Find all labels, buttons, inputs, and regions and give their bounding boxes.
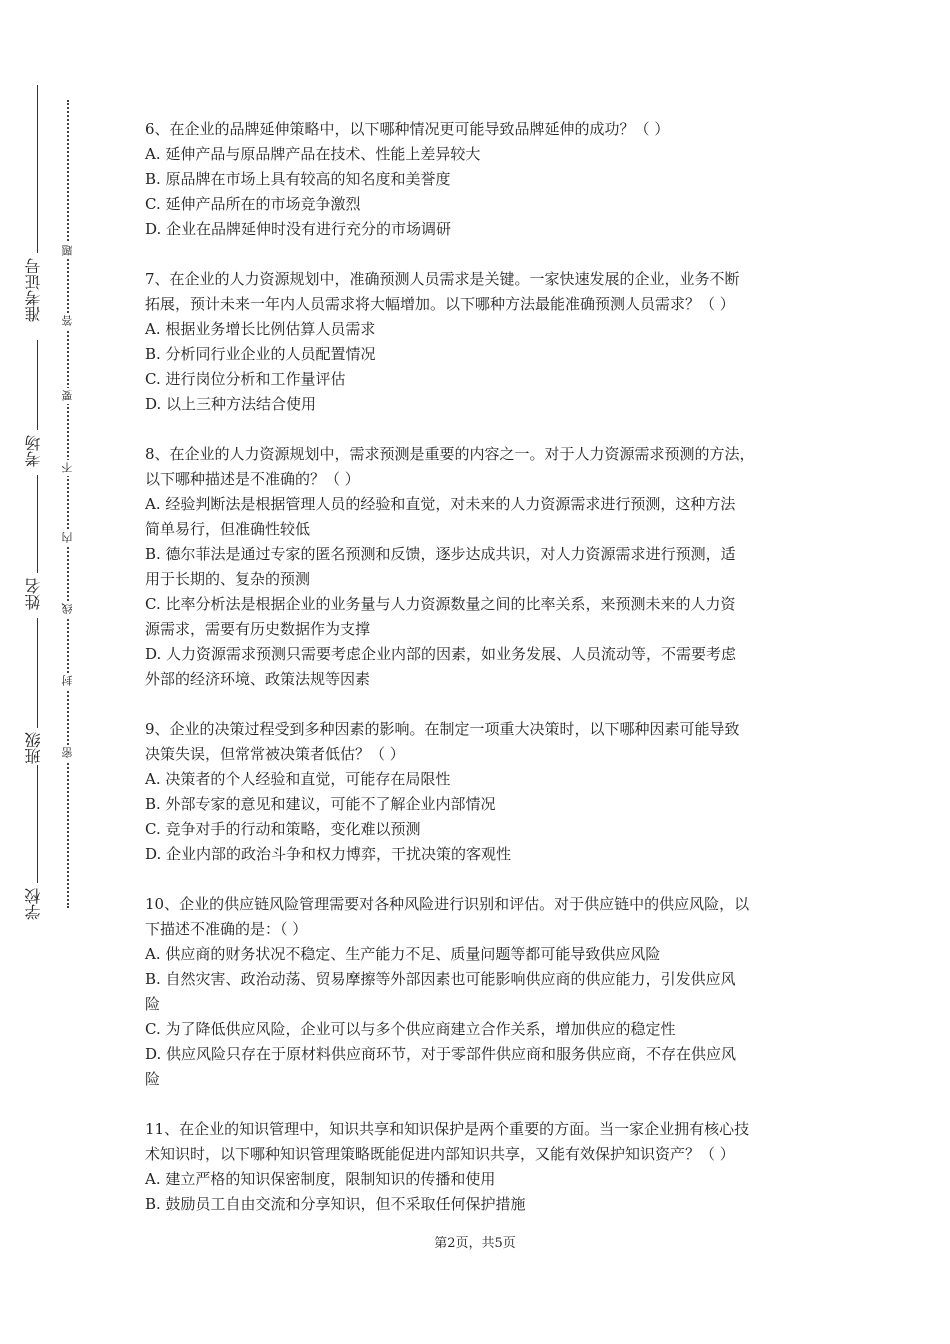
option-c: C. 比率分析法是根据企业的业务量与人力资源数量之间的比率关系，来预测未来的人力资 — [145, 595, 736, 613]
option-a: A. 建立严格的知识保密制度，限制知识的传播和使用 — [145, 1170, 496, 1188]
option-d: D. 人力资源需求预测只需要考虑企业内部的因素，如业务发展、人员流动等，不需要考虑 — [145, 645, 737, 663]
field-label-class: 班级 — [24, 732, 43, 764]
field-line-class — [37, 618, 38, 728]
field-line-name — [37, 475, 38, 573]
question-stem: 10、企业的供应链风险管理需要对各种风险进行识别和评估。对于供应链中的供应风险，以 — [145, 895, 750, 913]
question-stem-cont: 拓展，预计未来一年内人员需求将大幅增加。以下哪种方法最能准确预测人员需求？（ ） — [145, 295, 735, 313]
option-b: B. 外部专家的意见和建议，可能不了解企业内部情况 — [145, 795, 496, 813]
question-stem-cont: 以下哪种描述是不准确的？（ ） — [145, 470, 360, 488]
option-c: C. 竞争对手的行动和策略，变化难以预测 — [145, 820, 421, 838]
option-a: A. 经验判断法是根据管理人员的经验和直觉，对未来的人力资源需求进行预测，这种方法 — [145, 495, 736, 513]
seal-char: 答 — [60, 313, 76, 329]
seal-dotted-line — [67, 100, 69, 908]
option-d-cont: 外部的经济环境、政策法规等因素 — [145, 670, 371, 688]
field-line-exam-room — [37, 340, 38, 430]
option-b: B. 德尔菲法是通过专家的匿名预测和反馈，逐步达成共识，对人力资源需求进行预测，适 — [145, 545, 736, 563]
seal-char: 要 — [60, 388, 76, 404]
question-6 — [145, 117, 815, 242]
seal-char: 内 — [60, 530, 76, 546]
option-a: A. 根据业务增长比例估算人员需求 — [145, 320, 376, 338]
field-label-school: 学校 — [24, 888, 43, 920]
option-a: A. 延伸产品与原品牌产品在技术、性能上差异较大 — [145, 145, 481, 163]
option-b: B. 分析同行业企业的人员配置情况 — [145, 345, 376, 363]
field-line-ticket — [37, 85, 38, 253]
question-stem: 6、在企业的品牌延伸策略中，以下哪种情况更可能导致品牌延伸的成功？（ ） — [145, 120, 670, 138]
field-label-name: 姓名 — [24, 578, 43, 610]
seal-char: 密 — [60, 745, 76, 761]
question-stem-cont: 术知识时，以下哪种知识管理策略既能促进内部知识共享，又能有效保护知识资产？（ ） — [145, 1145, 735, 1163]
option-c: C. 为了降低供应风险，企业可以与多个供应商建立合作关系，增加供应的稳定性 — [145, 1020, 676, 1038]
question-8 — [145, 442, 815, 692]
field-label-ticket: 准考证号 — [24, 258, 43, 322]
option-b: B. 原品牌在市场上具有较高的知名度和美誉度 — [145, 170, 451, 188]
option-a-cont: 简单易行，但准确性较低 — [145, 520, 311, 538]
option-d: D. 企业内部的政治斗争和权力博弈，干扰决策的客观性 — [145, 845, 512, 863]
question-stem: 9、企业的决策过程受到多种因素的影响。在制定一项重大决策时，以下哪种因素可能导致 — [145, 720, 740, 738]
option-c-cont: 源需求，需要有历史数据作为支撑 — [145, 620, 371, 638]
seal-char: 封 — [60, 673, 76, 689]
question-10 — [145, 892, 815, 1092]
option-a: A. 决策者的个人经验和直觉，可能存在局限性 — [145, 770, 451, 788]
question-stem-cont: 下描述不准确的是：（ ） — [145, 920, 308, 938]
field-label-exam-room: 考场 — [24, 435, 43, 467]
option-d: D. 供应风险只存在于原材料供应商环节，对于零部件供应商和服务供应商，不存在供应风 — [145, 1045, 737, 1063]
question-stem: 11、在企业的知识管理中，知识共享和知识保护是两个重要的方面。当一家企业拥有核心技 — [145, 1120, 750, 1138]
field-line-school — [37, 765, 38, 883]
seal-char: 题 — [60, 243, 76, 259]
option-b: B. 鼓励员工自由交流和分享知识，但不采取任何保护措施 — [145, 1195, 526, 1213]
question-stem: 8、在企业的人力资源规划中，需求预测是重要的内容之一。对于人力资源需求预测的方法， — [145, 445, 755, 463]
question-stem-cont: 决策失误，但常常被决策者低估？（ ） — [145, 745, 405, 763]
option-d: D. 企业在品牌延伸时没有进行充分的市场调研 — [145, 220, 452, 238]
binding-margin — [0, 0, 95, 1344]
option-c: C. 进行岗位分析和工作量评估 — [145, 370, 346, 388]
option-d-cont: 险 — [145, 1070, 161, 1088]
option-b-cont: 用于长期的、复杂的预测 — [145, 570, 311, 588]
question-stem: 7、在企业的人力资源规划中，准确预测人员需求是关键。一家快速发展的企业，业务不断 — [145, 270, 740, 288]
question-11 — [145, 1117, 815, 1217]
question-9 — [145, 717, 815, 867]
question-7 — [145, 267, 815, 417]
option-c: C. 延伸产品所在的市场竞争激烈 — [145, 195, 361, 213]
seal-char: 线 — [60, 601, 76, 617]
page-number: 第2页，共5页 — [434, 1236, 516, 1251]
option-b: B. 自然灾害、政治动荡、贸易摩擦等外部因素也可能影响供应商的供应能力，引发供应风 — [145, 970, 736, 988]
option-d: D. 以上三种方法结合使用 — [145, 395, 317, 413]
option-b-cont: 险 — [145, 995, 161, 1013]
question-list — [145, 117, 815, 1242]
seal-char: 不 — [60, 460, 76, 476]
option-a: A. 供应商的财务状况不稳定、生产能力不足、质量问题等都可能导致供应风险 — [145, 945, 661, 963]
